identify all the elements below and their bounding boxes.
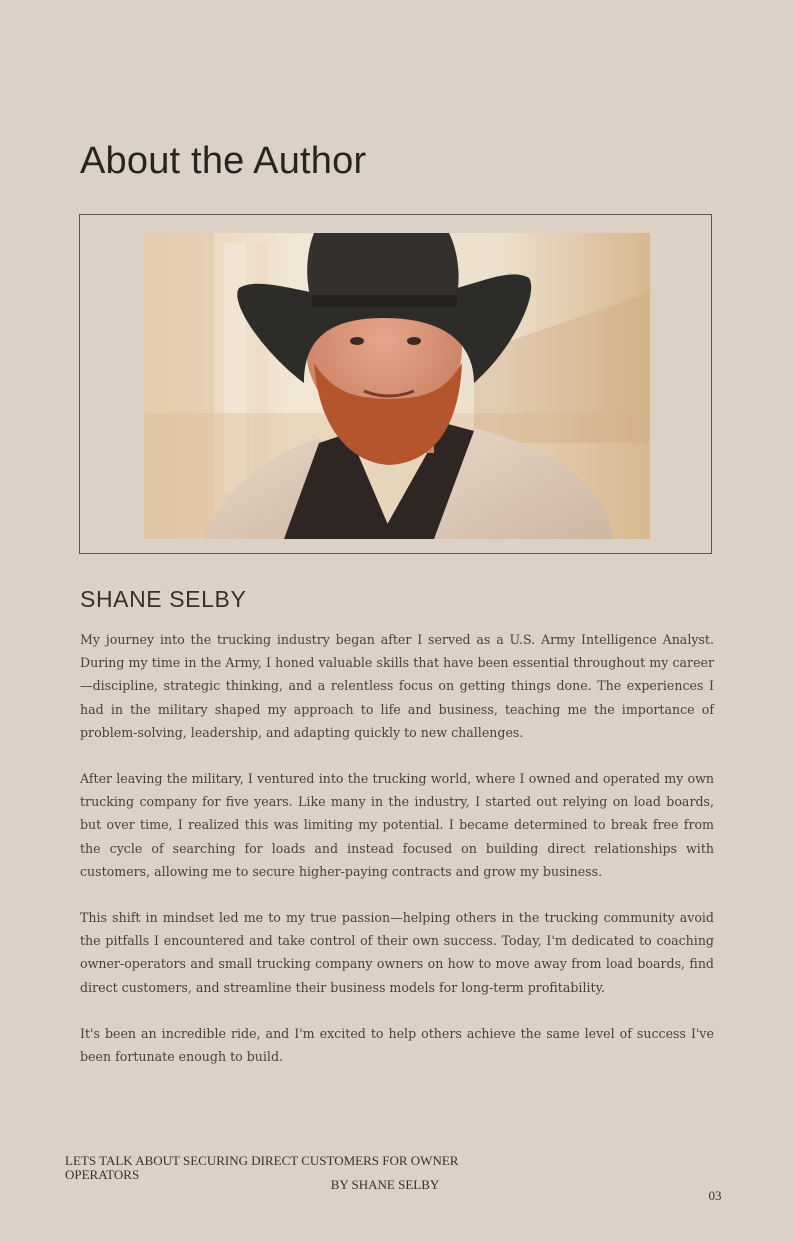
photo-frame bbox=[79, 214, 712, 554]
bio-section bbox=[80, 628, 714, 1091]
footer-book-title: LETS TALK ABOUT SECURING DIRECT CUSTOMERS FOR OWNER OPERATORS bbox=[65, 1153, 459, 1182]
page-title: About the Author bbox=[80, 140, 367, 182]
author-name: SHANE SELBY bbox=[80, 586, 247, 612]
author-photo bbox=[144, 233, 650, 539]
author-portrait-illustration bbox=[144, 233, 650, 539]
page-number: 03 bbox=[708, 1188, 722, 1203]
bio-paragraph: My journey into the trucking industry began after I served as a U.S. Army Intelligence Analyst. During my time in the Army, I honed valuable skills that have been essential throughout my career—discipline, strategic thinking, and a relentless focus on getting things done. The experiences I had in the military shaped my approach to life and business, teaching me the importance of problem-solving, leadership, and adapting quickly to new challenges. bbox=[80, 632, 714, 740]
bio-paragraph: This shift in mindset led me to my true passion—helping others in the trucking community avoid the pitfalls I encountered and take control of their own success. Today, I'm dedicated to coaching owner-operators and small trucking company owners on how to move away from load boards, find direct customers, and streamline their business models for long-term profitability. bbox=[80, 910, 714, 995]
footer-byline: BY SHANE SELBY bbox=[330, 1177, 440, 1192]
bio-paragraph: After leaving the military, I ventured into the trucking world, where I owned and operated my own trucking company for five years. Like many in the industry, I started out relying on load boards, but over time, I realized this was limiting my potential. I became determined to break free from the cycle of searching for loads and instead focused on building direct relationships with customers, allowing me to secure higher-paying contracts and grow my business. bbox=[80, 771, 714, 879]
bio-paragraph: It's been an incredible ride, and I'm excited to help others achieve the same level of success I've been fortunate enough to build. bbox=[80, 1025, 714, 1065]
